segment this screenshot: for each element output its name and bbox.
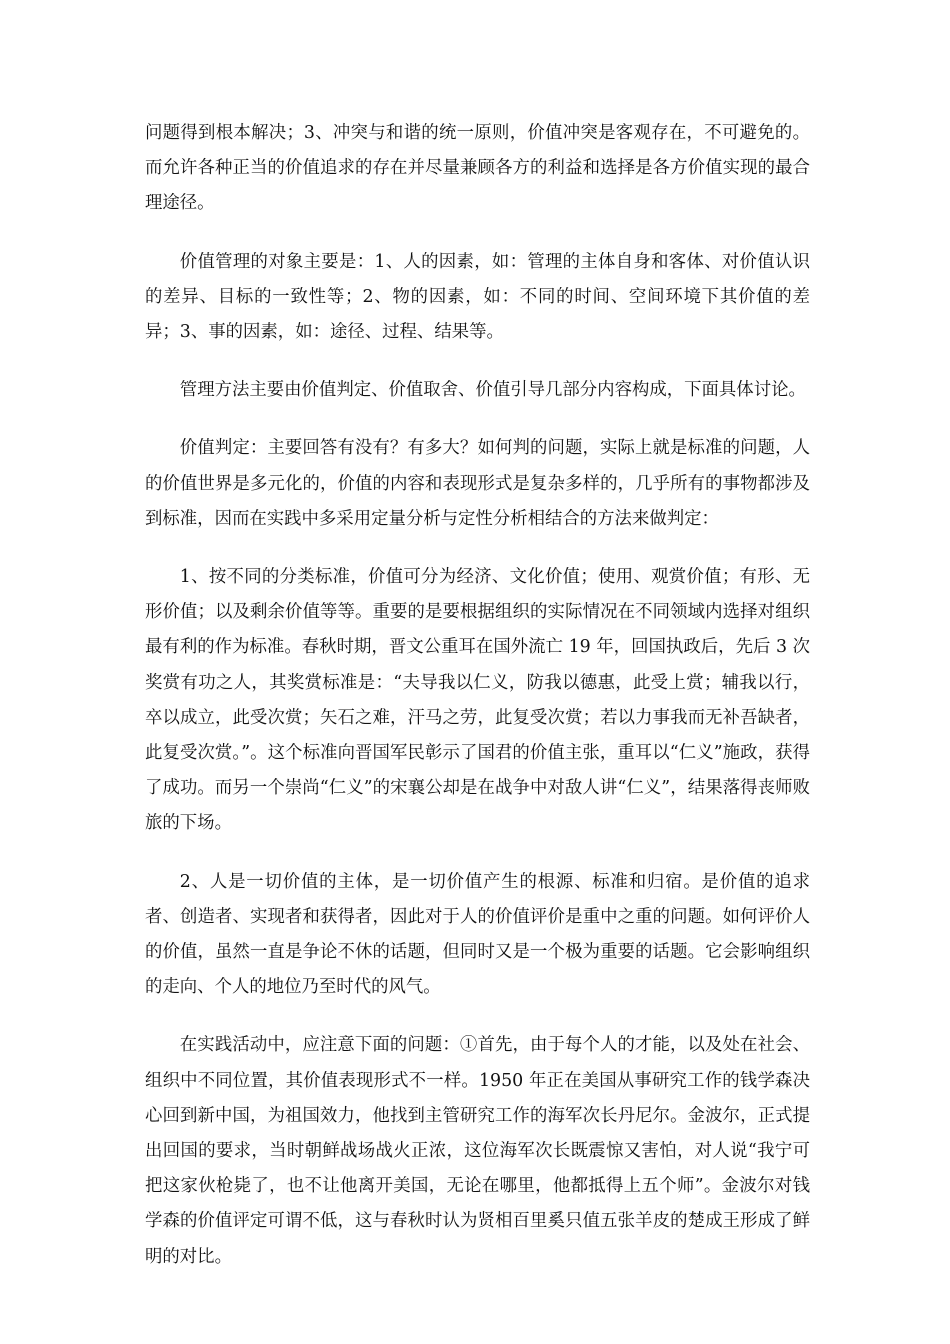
paragraph-6: 2、人是一切价值的主体，是一切价值产生的根源、标准和归宿。是价值的追求者、创造者、实现者和获得者，因此对于人的价值评价是重中之重的问题。如何评价人的价值，虽然一直是争论不休的话题，但同时又是一个极为重要的话题。它会影响组织的走向、个人的地位乃至时代的风气。 bbox=[145, 871, 810, 998]
paragraph-2: 价值管理的对象主要是：1、人的因素，如：管理的主体自身和客体、对价值认识的差异、目标的一致性等；2、物的因素，如：不同的时间、空间环境下其价值的差异；3、事的因素，如：途径、过程、结果等。 bbox=[145, 251, 810, 343]
paragraph-7: 在实践活动中，应注意下面的问题：①首先，由于每个人的才能，以及处在社会、组织中不同位置，其价值表现形式不一样。1950 年正在美国从事研究工作的钱学森决心回到新中国，为祖国效力，他找到主管研究工作的海军次长丹尼尔。金波尔，正式提出回国的要求，当时朝鲜战场战火正浓，这位海军次长既震惊又害怕，对人说“我宁可把这家伙枪毙了，也不让他离开美国，无论在哪里，他都抵得上五个师”。金波尔对钱学森的价值评定可谓不低，这与春秋时认为贤相百里奚只值五张羊皮的楚成王形成了鲜明的对比。 bbox=[145, 1035, 810, 1267]
document-body bbox=[145, 116, 810, 1298]
paragraph-4: 价值判定：主要回答有没有？有多大？如何判的问题，实际上就是标准的问题，人的价值世界是多元化的，价值的内容和表现形式是复杂多样的，几乎所有的事物都涉及到标准，因而在实践中多采用定量分析与定性分析相结合的方法来做判定： bbox=[145, 438, 810, 529]
paragraph-1: 问题得到根本解决；3、冲突与和谐的统一原则，价值冲突是客观存在，不可避免的。而允许各种正当的价值追求的存在并尽量兼顾各方的利益和选择是各方价值实现的最合理途径。 bbox=[145, 123, 810, 214]
paragraph-5: 1、按不同的分类标准，价值可分为经济、文化价值；使用、观赏价值；有形、无形价值；以及剩余价值等等。重要的是要根据组织的实际情况在不同领域内选择对组织最有利的作为标准。春秋时期，晋文公重耳在国外流亡 19 年，回国执政后，先后 3 次奖赏有功之人，其奖赏标准是：“夫导我以仁义，防我以德惠，此受上赏；辅我以行，卒以成立，此受次赏；矢石之难，汗马之劳，此复受次赏；若以力事我而无补吾缺者，此复受次赏。”。这个标准向晋国军民彰示了国君的价值主张，重耳以“仁义”施政，获得了成功。而另一个崇尚“仁义”的宋襄公却是在战争中对敌人讲“仁义”，结果落得丧师败旅的下场。 bbox=[145, 567, 810, 834]
paragraph-3: 管理方法主要由价值判定、价值取舍、价值引导几部分内容构成，下面具体讨论。 bbox=[179, 380, 806, 401]
